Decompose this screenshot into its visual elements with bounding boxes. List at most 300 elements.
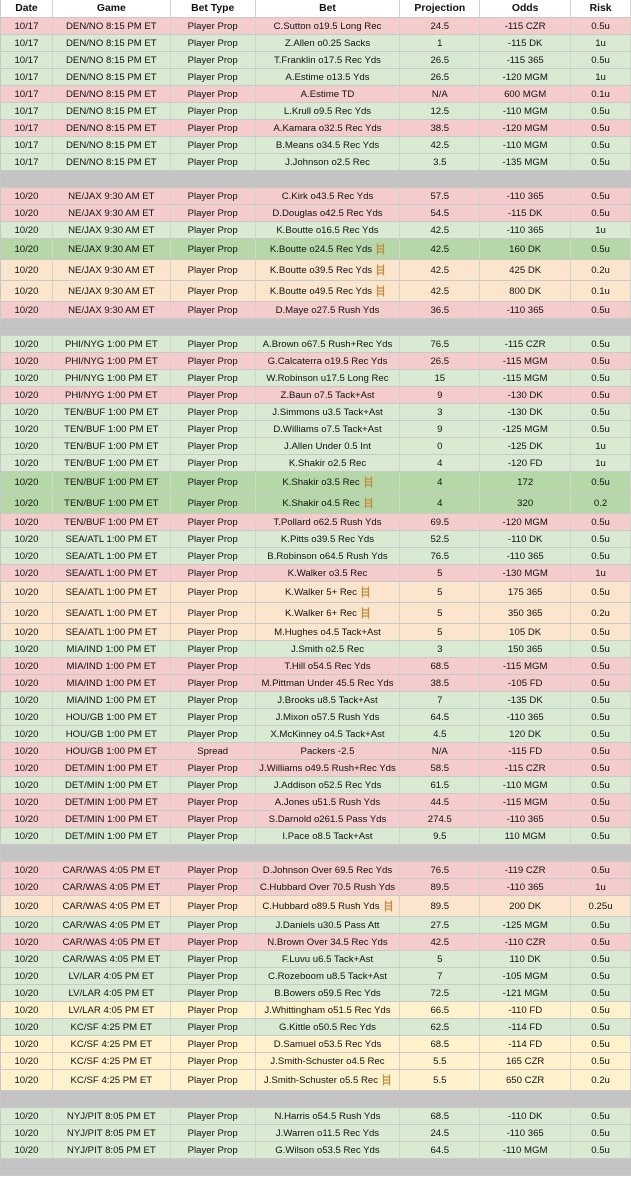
bet-type-cell[interactable] [171,35,256,51]
projection-cell[interactable] [400,154,480,170]
risk-cell[interactable] [571,828,631,844]
odds-cell[interactable] [480,1125,571,1141]
game-cell[interactable] [53,675,171,691]
odds-cell[interactable] [480,896,571,916]
game-cell[interactable] [53,404,171,420]
date-cell[interactable] [1,951,53,967]
odds-cell[interactable] [480,985,571,1001]
bet-cell[interactable] [256,641,401,657]
bet-cell[interactable] [256,985,401,1001]
bet-type-cell[interactable] [171,1019,256,1035]
date-cell[interactable] [1,641,53,657]
projection-cell[interactable] [400,658,480,674]
risk-cell[interactable] [571,1070,631,1090]
game-cell[interactable] [53,1036,171,1052]
game-cell[interactable] [53,548,171,564]
risk-cell[interactable] [571,120,631,136]
odds-cell[interactable] [480,1070,571,1090]
game-cell[interactable] [53,917,171,933]
risk-cell[interactable] [571,222,631,238]
game-cell[interactable] [53,531,171,547]
date-cell[interactable] [1,35,53,51]
bet-type-cell[interactable] [171,260,256,280]
bet-type-cell[interactable] [171,675,256,691]
projection-cell[interactable] [400,205,480,221]
risk-cell[interactable] [571,1002,631,1018]
risk-cell[interactable] [571,493,631,513]
date-cell[interactable] [1,336,53,352]
odds-cell[interactable] [480,493,571,513]
game-cell[interactable] [53,120,171,136]
date-cell[interactable] [1,86,53,102]
risk-cell[interactable] [571,438,631,454]
odds-cell[interactable] [480,709,571,725]
date-cell[interactable] [1,726,53,742]
game-cell[interactable] [53,658,171,674]
projection-cell[interactable] [400,260,480,280]
bet-cell[interactable] [256,896,401,916]
odds-cell[interactable] [480,794,571,810]
odds-cell[interactable] [480,1142,571,1158]
bet-cell[interactable] [256,565,401,581]
odds-cell[interactable] [480,811,571,827]
risk-cell[interactable] [571,968,631,984]
game-cell[interactable] [53,603,171,623]
risk-cell[interactable] [571,565,631,581]
date-cell[interactable] [1,692,53,708]
projection-cell[interactable] [400,879,480,895]
bet-cell[interactable] [256,709,401,725]
risk-cell[interactable] [571,1053,631,1069]
bet-cell[interactable] [256,493,401,513]
bet-type-cell[interactable] [171,302,256,318]
odds-cell[interactable] [480,472,571,492]
bet-cell[interactable] [256,222,401,238]
game-cell[interactable] [53,438,171,454]
game-cell[interactable] [53,968,171,984]
projection-cell[interactable] [400,692,480,708]
risk-cell[interactable] [571,69,631,85]
risk-cell[interactable] [571,531,631,547]
risk-cell[interactable] [571,18,631,34]
bet-type-cell[interactable] [171,968,256,984]
odds-cell[interactable] [480,120,571,136]
odds-cell[interactable] [480,934,571,950]
risk-cell[interactable] [571,455,631,471]
date-cell[interactable] [1,472,53,492]
bet-type-cell[interactable] [171,777,256,793]
bet-type-cell[interactable] [171,603,256,623]
bet-cell[interactable] [256,336,401,352]
projection-cell[interactable] [400,404,480,420]
bet-cell[interactable] [256,862,401,878]
risk-cell[interactable] [571,862,631,878]
bet-type-cell[interactable] [171,811,256,827]
projection-cell[interactable] [400,917,480,933]
bet-cell[interactable] [256,103,401,119]
bet-type-cell[interactable] [171,188,256,204]
game-cell[interactable] [53,1019,171,1035]
bet-type-cell[interactable] [171,794,256,810]
bet-type-cell[interactable] [171,336,256,352]
header-projection[interactable]: Projection [400,0,480,17]
bet-cell[interactable] [256,1142,401,1158]
date-cell[interactable] [1,624,53,640]
risk-cell[interactable] [571,188,631,204]
projection-cell[interactable] [400,493,480,513]
bet-cell[interactable] [256,531,401,547]
risk-cell[interactable] [571,726,631,742]
bet-type-cell[interactable] [171,222,256,238]
projection-cell[interactable] [400,336,480,352]
projection-cell[interactable] [400,438,480,454]
odds-cell[interactable] [480,565,571,581]
date-cell[interactable] [1,1036,53,1052]
risk-cell[interactable] [571,603,631,623]
bet-cell[interactable] [256,18,401,34]
date-cell[interactable] [1,879,53,895]
risk-cell[interactable] [571,582,631,602]
projection-cell[interactable] [400,896,480,916]
risk-cell[interactable] [571,260,631,280]
bet-type-cell[interactable] [171,103,256,119]
game-cell[interactable] [53,86,171,102]
projection-cell[interactable] [400,52,480,68]
bet-cell[interactable] [256,260,401,280]
bet-type-cell[interactable] [171,709,256,725]
projection-cell[interactable] [400,1070,480,1090]
projection-cell[interactable] [400,35,480,51]
risk-cell[interactable] [571,934,631,950]
odds-cell[interactable] [480,1053,571,1069]
bet-type-cell[interactable] [171,154,256,170]
projection-cell[interactable] [400,777,480,793]
risk-cell[interactable] [571,387,631,403]
odds-cell[interactable] [480,1002,571,1018]
projection-cell[interactable] [400,120,480,136]
odds-cell[interactable] [480,675,571,691]
odds-cell[interactable] [480,421,571,437]
bet-cell[interactable] [256,879,401,895]
date-cell[interactable] [1,1019,53,1035]
bet-cell[interactable] [256,828,401,844]
bet-cell[interactable] [256,370,401,386]
bet-cell[interactable] [256,154,401,170]
projection-cell[interactable] [400,794,480,810]
odds-cell[interactable] [480,1019,571,1035]
bet-type-cell[interactable] [171,726,256,742]
date-cell[interactable] [1,404,53,420]
date-cell[interactable] [1,531,53,547]
risk-cell[interactable] [571,1036,631,1052]
projection-cell[interactable] [400,1002,480,1018]
game-cell[interactable] [53,624,171,640]
bet-cell[interactable] [256,951,401,967]
game-cell[interactable] [53,828,171,844]
date-cell[interactable] [1,811,53,827]
game-cell[interactable] [53,582,171,602]
risk-cell[interactable] [571,917,631,933]
bet-cell[interactable] [256,120,401,136]
bet-type-cell[interactable] [171,205,256,221]
bet-cell[interactable] [256,455,401,471]
bet-cell[interactable] [256,69,401,85]
bet-type-cell[interactable] [171,917,256,933]
projection-cell[interactable] [400,18,480,34]
date-cell[interactable] [1,603,53,623]
risk-cell[interactable] [571,1019,631,1035]
projection-cell[interactable] [400,222,480,238]
projection-cell[interactable] [400,455,480,471]
game-cell[interactable] [53,205,171,221]
date-cell[interactable] [1,658,53,674]
game-cell[interactable] [53,1142,171,1158]
date-cell[interactable] [1,137,53,153]
risk-cell[interactable] [571,370,631,386]
game-cell[interactable] [53,387,171,403]
projection-cell[interactable] [400,1142,480,1158]
risk-cell[interactable] [571,896,631,916]
game-cell[interactable] [53,985,171,1001]
date-cell[interactable] [1,1142,53,1158]
bet-cell[interactable] [256,760,401,776]
odds-cell[interactable] [480,438,571,454]
bet-type-cell[interactable] [171,370,256,386]
odds-cell[interactable] [480,743,571,759]
date-cell[interactable] [1,896,53,916]
risk-cell[interactable] [571,281,631,301]
projection-cell[interactable] [400,1019,480,1035]
odds-cell[interactable] [480,222,571,238]
bet-type-cell[interactable] [171,1036,256,1052]
projection-cell[interactable] [400,675,480,691]
bet-type-cell[interactable] [171,828,256,844]
date-cell[interactable] [1,302,53,318]
game-cell[interactable] [53,370,171,386]
bet-cell[interactable] [256,438,401,454]
risk-cell[interactable] [571,137,631,153]
projection-cell[interactable] [400,1053,480,1069]
risk-cell[interactable] [571,52,631,68]
game-cell[interactable] [53,260,171,280]
odds-cell[interactable] [480,582,571,602]
game-cell[interactable] [53,1070,171,1090]
game-cell[interactable] [53,692,171,708]
risk-cell[interactable] [571,302,631,318]
bet-cell[interactable] [256,726,401,742]
bet-cell[interactable] [256,137,401,153]
risk-cell[interactable] [571,794,631,810]
bet-cell[interactable] [256,86,401,102]
projection-cell[interactable] [400,968,480,984]
risk-cell[interactable] [571,35,631,51]
projection-cell[interactable] [400,531,480,547]
bet-type-cell[interactable] [171,896,256,916]
risk-cell[interactable] [571,472,631,492]
risk-cell[interactable] [571,154,631,170]
risk-cell[interactable] [571,951,631,967]
odds-cell[interactable] [480,726,571,742]
bet-type-cell[interactable] [171,120,256,136]
odds-cell[interactable] [480,154,571,170]
game-cell[interactable] [53,565,171,581]
odds-cell[interactable] [480,35,571,51]
risk-cell[interactable] [571,777,631,793]
bet-cell[interactable] [256,205,401,221]
projection-cell[interactable] [400,641,480,657]
projection-cell[interactable] [400,582,480,602]
risk-cell[interactable] [571,658,631,674]
bet-type-cell[interactable] [171,1053,256,1069]
bet-type-cell[interactable] [171,404,256,420]
game-cell[interactable] [53,472,171,492]
game-cell[interactable] [53,18,171,34]
bet-type-cell[interactable] [171,353,256,369]
projection-cell[interactable] [400,811,480,827]
game-cell[interactable] [53,1125,171,1141]
date-cell[interactable] [1,370,53,386]
bet-cell[interactable] [256,811,401,827]
date-cell[interactable] [1,455,53,471]
odds-cell[interactable] [480,777,571,793]
odds-cell[interactable] [480,302,571,318]
risk-cell[interactable] [571,205,631,221]
game-cell[interactable] [53,934,171,950]
bet-type-cell[interactable] [171,951,256,967]
bet-type-cell[interactable] [171,548,256,564]
bet-type-cell[interactable] [171,658,256,674]
bet-type-cell[interactable] [171,862,256,878]
odds-cell[interactable] [480,188,571,204]
odds-cell[interactable] [480,336,571,352]
game-cell[interactable] [53,514,171,530]
bet-cell[interactable] [256,387,401,403]
risk-cell[interactable] [571,624,631,640]
projection-cell[interactable] [400,828,480,844]
game-cell[interactable] [53,726,171,742]
header-bet[interactable]: Bet [256,0,401,17]
bet-cell[interactable] [256,188,401,204]
date-cell[interactable] [1,493,53,513]
bet-type-cell[interactable] [171,641,256,657]
game-cell[interactable] [53,302,171,318]
projection-cell[interactable] [400,934,480,950]
date-cell[interactable] [1,548,53,564]
date-cell[interactable] [1,281,53,301]
odds-cell[interactable] [480,260,571,280]
bet-type-cell[interactable] [171,582,256,602]
odds-cell[interactable] [480,455,571,471]
bet-type-cell[interactable] [171,387,256,403]
projection-cell[interactable] [400,548,480,564]
game-cell[interactable] [53,188,171,204]
game-cell[interactable] [53,239,171,259]
bet-type-cell[interactable] [171,934,256,950]
game-cell[interactable] [53,103,171,119]
projection-cell[interactable] [400,862,480,878]
date-cell[interactable] [1,862,53,878]
date-cell[interactable] [1,239,53,259]
odds-cell[interactable] [480,624,571,640]
projection-cell[interactable] [400,472,480,492]
bet-type-cell[interactable] [171,472,256,492]
odds-cell[interactable] [480,239,571,259]
date-cell[interactable] [1,1125,53,1141]
date-cell[interactable] [1,387,53,403]
odds-cell[interactable] [480,514,571,530]
bet-cell[interactable] [256,624,401,640]
odds-cell[interactable] [480,1036,571,1052]
game-cell[interactable] [53,794,171,810]
bet-type-cell[interactable] [171,493,256,513]
risk-cell[interactable] [571,743,631,759]
bet-cell[interactable] [256,353,401,369]
date-cell[interactable] [1,794,53,810]
odds-cell[interactable] [480,86,571,102]
bet-type-cell[interactable] [171,421,256,437]
bet-cell[interactable] [256,1019,401,1035]
bet-type-cell[interactable] [171,137,256,153]
date-cell[interactable] [1,353,53,369]
bet-type-cell[interactable] [171,760,256,776]
date-cell[interactable] [1,743,53,759]
game-cell[interactable] [53,35,171,51]
risk-cell[interactable] [571,985,631,1001]
bet-type-cell[interactable] [171,69,256,85]
bet-type-cell[interactable] [171,455,256,471]
risk-cell[interactable] [571,641,631,657]
game-cell[interactable] [53,336,171,352]
date-cell[interactable] [1,438,53,454]
projection-cell[interactable] [400,1108,480,1124]
bet-cell[interactable] [256,675,401,691]
projection-cell[interactable] [400,137,480,153]
bet-type-cell[interactable] [171,743,256,759]
bet-type-cell[interactable] [171,1108,256,1124]
bet-cell[interactable] [256,658,401,674]
projection-cell[interactable] [400,421,480,437]
odds-cell[interactable] [480,879,571,895]
risk-cell[interactable] [571,1142,631,1158]
odds-cell[interactable] [480,760,571,776]
date-cell[interactable] [1,18,53,34]
date-cell[interactable] [1,120,53,136]
odds-cell[interactable] [480,917,571,933]
projection-cell[interactable] [400,624,480,640]
projection-cell[interactable] [400,387,480,403]
bet-type-cell[interactable] [171,239,256,259]
bet-cell[interactable] [256,582,401,602]
projection-cell[interactable] [400,565,480,581]
projection-cell[interactable] [400,1125,480,1141]
date-cell[interactable] [1,52,53,68]
odds-cell[interactable] [480,103,571,119]
odds-cell[interactable] [480,18,571,34]
bet-cell[interactable] [256,1036,401,1052]
bet-cell[interactable] [256,1002,401,1018]
bet-cell[interactable] [256,548,401,564]
date-cell[interactable] [1,1108,53,1124]
odds-cell[interactable] [480,1108,571,1124]
odds-cell[interactable] [480,137,571,153]
date-cell[interactable] [1,69,53,85]
odds-cell[interactable] [480,52,571,68]
odds-cell[interactable] [480,281,571,301]
header-risk[interactable]: Risk [571,0,631,17]
date-cell[interactable] [1,828,53,844]
risk-cell[interactable] [571,86,631,102]
date-cell[interactable] [1,188,53,204]
